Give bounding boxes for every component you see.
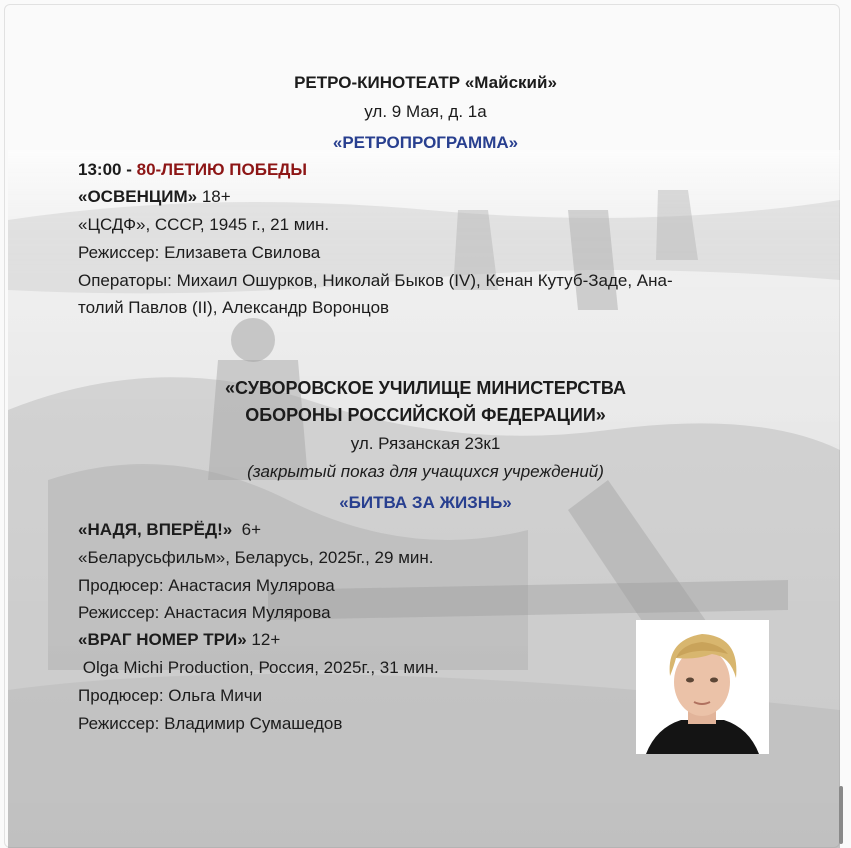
film1-director: Режиссер: Елизавета Свилова <box>78 243 321 262</box>
venue1-title: РЕТРО-КИНОТЕАТР «Майский» <box>294 73 557 92</box>
film1-operators-line2: толий Павлов (II), Александр Воронцов <box>78 298 390 317</box>
film2-studio: «Беларусьфильм», Беларусь, 2025г., 29 мин. <box>78 548 434 567</box>
director-portrait-photo <box>636 620 769 754</box>
film2-producer: Продюсер: Анастасия Мулярова <box>78 576 335 595</box>
venue2-title-line2: ОБОРОНЫ РОССИЙСКОЙ ФЕДЕРАЦИИ» <box>245 405 606 425</box>
film2-director: Режиссер: Анастасия Мулярова <box>78 603 331 622</box>
film1-operators-line1: Операторы: Михаил Ошурков, Николай Быков (IV), Кенан Кутуб-Заде, Ана- <box>78 271 673 290</box>
film1-title: «ОСВЕНЦИМ» <box>78 187 198 206</box>
scrollbar-thumb[interactable] <box>839 786 843 844</box>
film2-title-line <box>78 520 261 540</box>
venue2-note: (закрытый показ для учащихся учреждений) <box>247 462 604 481</box>
session1-time: 13:00 - <box>78 160 132 179</box>
portrait-illustration <box>636 620 769 754</box>
film3-title-line <box>78 630 280 650</box>
venue2-address: ул. Рязанская 23к1 <box>350 434 501 453</box>
film2-title: «НАДЯ, ВПЕРЁД!» <box>78 520 233 539</box>
film3-director: Режиссер: Владимир Сумашедов <box>78 714 343 733</box>
film3-rating: 12+ <box>251 630 281 649</box>
film3-producer: Продюсер: Ольга Мичи <box>78 686 263 705</box>
venue1-address: ул. 9 Мая, д. 1а <box>364 102 487 121</box>
venue2-program: «БИТВА ЗА ЖИЗНЬ» <box>339 493 512 512</box>
film2-rating: 6+ <box>241 520 262 539</box>
film1-studio: «ЦСДФ», СССР, 1945 г., 21 мин. <box>78 215 330 234</box>
film3-studio: Olga Michi Production, Россия, 2025г., 31 мин. <box>78 658 439 677</box>
venue2-title-line1: «СУВОРОВСКОЕ УЧИЛИЩЕ МИНИСТЕРСТВА <box>225 378 626 398</box>
film1-rating: 18+ <box>201 187 231 206</box>
film1-title-line <box>78 187 231 207</box>
venue1-program: «РЕТРОПРОГРАММА» <box>332 133 519 152</box>
session1-theme: 80-ЛЕТИЮ ПОБЕДЫ <box>136 160 308 179</box>
session1-header <box>78 160 307 180</box>
film3-title: «ВРАГ НОМЕР ТРИ» <box>78 630 247 649</box>
